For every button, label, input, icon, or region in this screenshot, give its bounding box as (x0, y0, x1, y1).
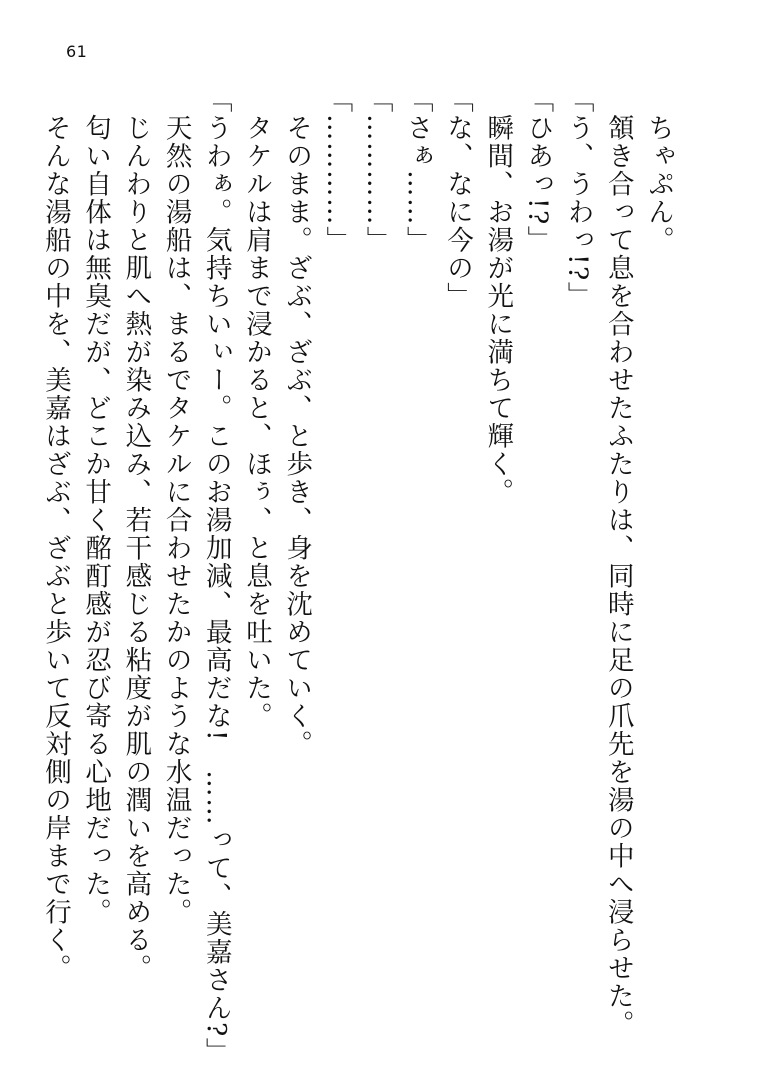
text-line: ちゃぷん。 (643, 86, 674, 254)
text-line: 頷き合って息を合わせたふたりは、同時に足の爪先を湯の中へ浸らせた。 (602, 86, 634, 1038)
dialogue-line: 「な、なに今の」 (441, 86, 473, 310)
text-line: 匂い自体は無臭だが、どこか甘く酩酊感が忍び寄る心地だった。 (80, 86, 112, 926)
dialogue-line: 「…………」 (321, 86, 353, 254)
text-line: 瞬間、お湯が光に満ちて輝く。 (482, 86, 514, 506)
dialogue-line: 「さぁ……」 (401, 86, 433, 254)
text-line: タケルは肩まで浸かると、ほぅ、と息を吐いた。 (240, 86, 272, 730)
dialogue-line: 「うわぁ。気持ちいぃー。このお湯加減、最高だな! ……って、美嘉さん?」 (200, 86, 232, 1066)
text-line: 天然の湯船は、まるでタケルに合わせたかのような水温だった。 (160, 86, 192, 926)
text-line: じんわりと肌へ熱が染み込み、若干感じる粘度が肌の潤いを高める。 (120, 86, 152, 982)
text-line: そのまま。ざぶ、ざぶ、と歩き、身を沈めていく。 (281, 86, 313, 758)
dialogue-line: 「う、うわっ!?」 (562, 86, 594, 310)
dialogue-line: 「ひあっ!?」 (522, 86, 554, 254)
dialogue-line: 「…………」 (361, 86, 393, 254)
text-line: そんな湯船の中を、美嘉はざぶ、ざぶと歩いて反対側の岸まで行く。 (39, 86, 71, 982)
page-number: 61 (66, 42, 88, 61)
novel-body-text (35, 86, 678, 1066)
